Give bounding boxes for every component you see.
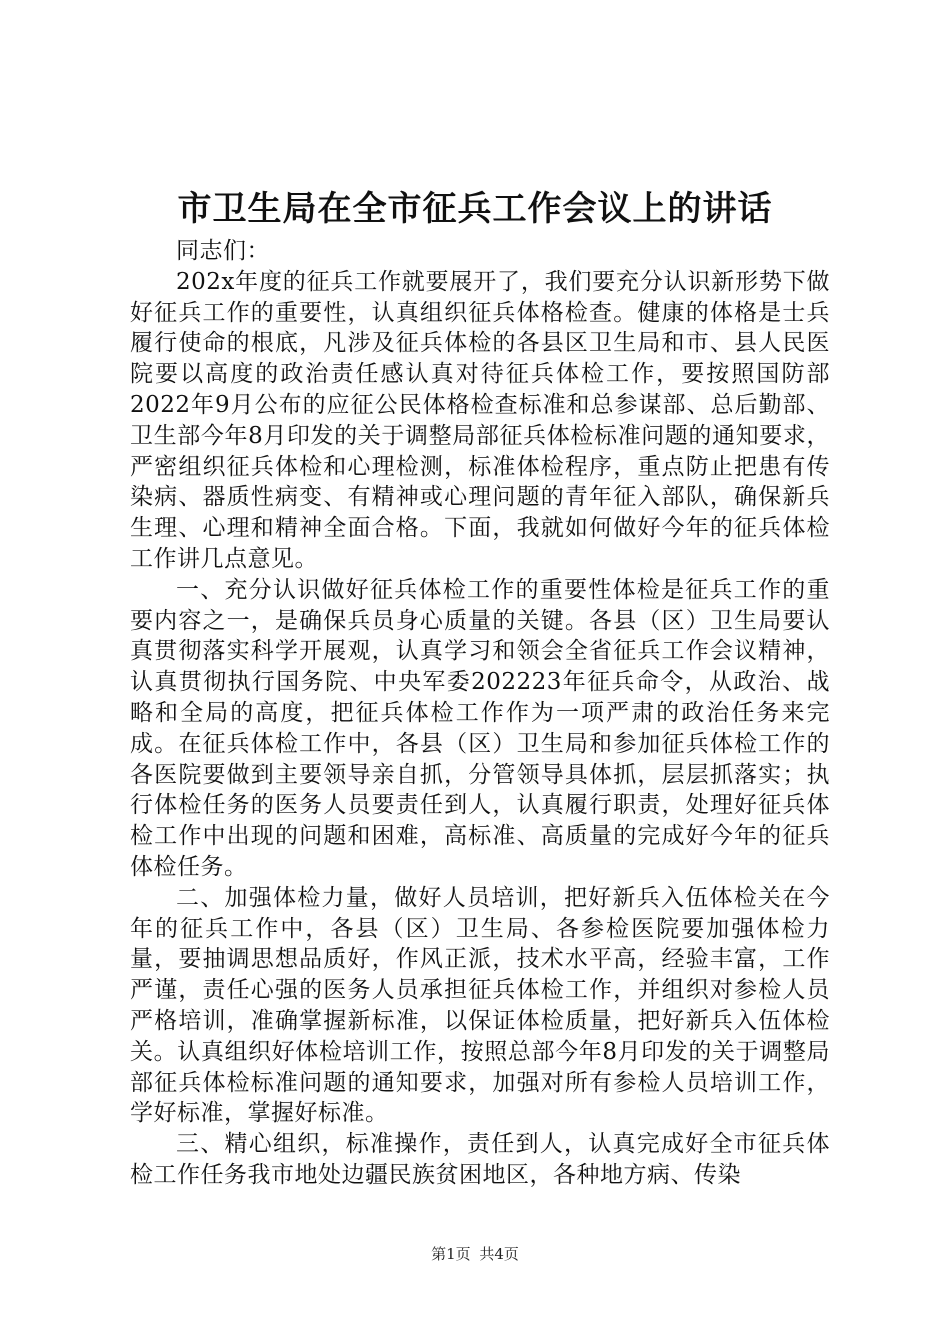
paragraph-intro: 202x年度的征兵工作就要展开了，我们要充分认识新形势下做好征兵工作的重要性，认真组织征兵体格检查。健康的体格是士兵履行使命的根底，凡涉及征兵体检的各县区卫生局和市、县人民医院要以高度的政治责任感认真对待征兵体检工作，要按照国防部2022年9月公布的应征公民体格检查标准和总参谋部、总后勤部、卫生部今年8月印发的关于调整局部征兵体检标准问题的通知要求，严密组织征兵体检和心理检测，标准体检程序，重点防止把患有传染病、器质性病变、有精神或心理问题的青年征入部队，确保新兵生理、心理和精神全面合格。下面，我就如何做好今年的征兵体检工作讲几点意见。	[130, 268, 830, 572]
paragraph-section-2: 二、加强体检力量，做好人员培训，把好新兵入伍体检关在今年的征兵工作中，各县（区）卫生局、各参检医院要加强体检力量，要抽调思想品质好，作风正派，技术水平高，经验丰富，工作严谨，责任心强的医务人员承担征兵体检工作，并组织对参检人员严格培训，准确掌握新标准，以保证体检质量，把好新兵入伍体检关。认真组织好体检培训工作，按照总部今年8月印发的关于调整局部征兵体检标准问题的通知要求，加强对所有参检人员培训工作，学好标准，掌握好标准。	[130, 884, 830, 1127]
page-total: 共4页	[479, 1245, 519, 1263]
paragraph-section-1: 一、充分认识做好征兵体检工作的重要性体检是征兵工作的重要内容之一，是确保兵员身心质量的关键。各县（区）卫生局要认真贯彻落实科学开展观，认真学习和领会全省征兵工作会议精神，认真贯彻执行国务院、中央军委202223年征兵命令，从政治、战略和全局的高度，把征兵体检工作作为一项严肃的政治任务来完成。在征兵体检工作中，各县（区）卫生局和参加征兵体检工作的各医院要做到主要领导亲自抓，分管领导具体抓，层层抓落实；执行体检任务的医务人员要责任到人，认真履行职责，处理好征兵体检工作中出现的问题和困难，高标准、高质量的完成好今年的征兵体检任务。	[130, 576, 830, 880]
page-number: 第1页	[431, 1245, 471, 1263]
document-body	[130, 236, 830, 1191]
paragraph-section-3: 三、精心组织，标准操作，责任到人，认真完成好全市征兵体检工作任务我市地处边疆民族贫困地区，各种地方病、传染	[130, 1131, 830, 1188]
salutation: 同志们：	[176, 238, 270, 264]
document-title: 市卫生局在全市征兵工作会议上的讲话	[177, 189, 773, 229]
page-footer	[0, 1244, 950, 1264]
